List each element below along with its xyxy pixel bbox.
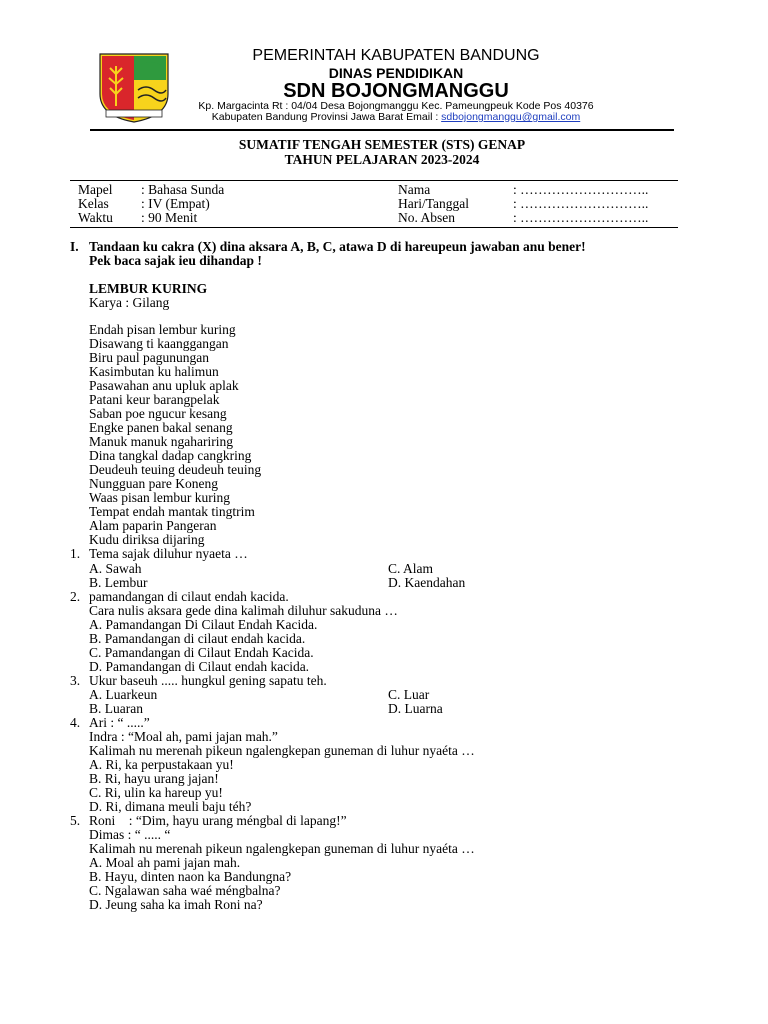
q3-option-d[interactable]: D. Luarna bbox=[388, 701, 443, 716]
question-5-dialog: Dimas : “ ..... “ bbox=[89, 827, 171, 842]
info-value-absen: : ……………………….. bbox=[513, 210, 649, 225]
q3-option-a[interactable]: A. Luarkeun bbox=[89, 687, 158, 702]
poem-line: Nungguan pare Koneng bbox=[89, 476, 218, 491]
info-label-absen: No. Absen bbox=[398, 210, 455, 225]
poem-line: Dina tangkal dadap cangkring bbox=[89, 448, 252, 463]
q2-option-d[interactable]: D. Pamandangan di Cilaut endah kacida. bbox=[89, 659, 310, 674]
question-3-text: Ukur baseuh ..... hungkul gening sapatu teh. bbox=[89, 673, 327, 688]
question-number: 5. bbox=[70, 813, 81, 828]
poem-line: Engke panen bakal senang bbox=[89, 420, 233, 435]
address-line-1: Kp. Margacinta Rt : 04/04 Desa Bojongmanggu Kec. Pameungpeuk Kode Pos 40376 bbox=[198, 100, 594, 112]
school-name: SDN BOJONGMANGGU bbox=[283, 80, 509, 102]
poem-line: Alam paparin Pangeran bbox=[89, 518, 217, 533]
department-name: DINAS PENDIDIKAN bbox=[328, 65, 464, 81]
exam-title: SUMATIF TENGAH SEMESTER (STS) GENAP bbox=[238, 137, 526, 152]
info-label-waktu: Waktu bbox=[78, 210, 113, 225]
q1-option-c[interactable]: C. Alam bbox=[388, 561, 434, 576]
q1-option-b[interactable]: B. Lembur bbox=[89, 575, 148, 590]
address-text: Kabupaten Bandung Provinsi Jawa Barat Email : bbox=[211, 111, 442, 123]
q5-option-a[interactable]: A. Moal ah pami jajan mah. bbox=[89, 855, 241, 870]
info-value-mapel: : Bahasa Sunda bbox=[141, 182, 225, 197]
poem-title: LEMBUR KURING bbox=[89, 281, 208, 296]
poem-line: Tempat endah mantak tingtrim bbox=[89, 504, 255, 519]
gov-name: PEMERINTAH KABUPATEN BANDUNG bbox=[252, 47, 540, 64]
info-bottom-line bbox=[70, 227, 678, 228]
poem-line: Deudeuh teuing deudeuh teuing bbox=[89, 462, 262, 477]
q4-option-b[interactable]: B. Ri, hayu urang jajan! bbox=[89, 771, 219, 786]
q2-option-a[interactable]: A. Pamandangan Di Cilaut Endah Kacida. bbox=[89, 617, 318, 632]
poem-author: Karya : Gilang bbox=[89, 295, 170, 310]
section-number: I. bbox=[70, 239, 79, 254]
info-label-nama: Nama bbox=[398, 182, 431, 197]
school-emblem-logo bbox=[96, 50, 172, 124]
q5-option-c[interactable]: C. Ngalawan saha waé méngbalna? bbox=[89, 883, 281, 898]
q5-option-b[interactable]: B. Hayu, dinten naon ka Bandungna? bbox=[89, 869, 292, 884]
q3-option-c[interactable]: C. Luar bbox=[388, 687, 430, 702]
q4-option-d[interactable]: D. Ri, dimana meuli baju téh? bbox=[89, 799, 252, 814]
question-number: 1. bbox=[70, 546, 81, 561]
q5-option-d[interactable]: D. Jeung saha ka imah Roni na? bbox=[89, 897, 263, 912]
poem-line: Waas pisan lembur kuring bbox=[89, 490, 231, 505]
q1-option-d[interactable]: D. Kaendahan bbox=[388, 575, 466, 590]
question-number: 3. bbox=[70, 673, 81, 688]
info-label-date: Hari/Tanggal bbox=[398, 196, 470, 211]
poem-line: Endah pisan lembur kuring bbox=[89, 322, 236, 337]
info-label-mapel: Mapel bbox=[78, 182, 113, 197]
poem-line: Biru paul pagunungan bbox=[89, 350, 209, 365]
address-line-2 bbox=[176, 111, 616, 123]
header-divider bbox=[90, 129, 674, 131]
question-5-prompt: Kalimah nu merenah pikeun ngalengkepan guneman di luhur nyaéta … bbox=[89, 841, 475, 856]
q2-option-c[interactable]: C. Pamandangan di Cilaut Endah Kacida. bbox=[89, 645, 314, 660]
question-4-prompt: Kalimah nu merenah pikeun ngalengkepan guneman di luhur nyaéta … bbox=[89, 743, 475, 758]
instruction-line-2: Pek baca sajak ieu dihandap ! bbox=[89, 253, 262, 268]
poem-line: Saban poe ngucur kesang bbox=[89, 406, 227, 421]
question-2-prompt: Cara nulis aksara gede dina kalimah diluhur sakuduna … bbox=[89, 603, 398, 618]
poem-line: Kasimbutan ku halimun bbox=[89, 364, 219, 379]
info-label-kelas: Kelas bbox=[78, 196, 109, 211]
q3-option-b[interactable]: B. Luaran bbox=[89, 701, 143, 716]
q4-option-c[interactable]: C. Ri, ulin ka hareup yu! bbox=[89, 785, 223, 800]
info-value-date: : ……………………….. bbox=[513, 196, 649, 211]
question-number: 4. bbox=[70, 715, 81, 730]
info-value-waktu: : 90 Menit bbox=[141, 210, 198, 225]
info-value-nama: : ……………………….. bbox=[513, 182, 649, 197]
question-2-text: pamandangan di cilaut endah kacida. bbox=[89, 589, 289, 604]
question-4-text: Ari : “ .....” bbox=[89, 715, 150, 730]
poem-line: Pasawahan anu upluk aplak bbox=[89, 378, 239, 393]
q2-option-b[interactable]: B. Pamandangan di cilaut endah kacida. bbox=[89, 631, 306, 646]
instruction-line-1: Tandaan ku cakra (X) dina aksara A, B, C, atawa D di hareupeun jawaban anu bener! bbox=[89, 239, 586, 254]
email-link[interactable]: sdbojongmanggu@gmail.com bbox=[441, 111, 581, 123]
q4-option-a[interactable]: A. Ri, ka perpustakaan yu! bbox=[89, 757, 234, 772]
poem-line: Kudu diriksa dijaring bbox=[89, 532, 205, 547]
info-value-kelas: : IV (Empat) bbox=[141, 196, 210, 211]
info-top-line bbox=[70, 180, 678, 181]
poem-line: Disawang ti kaanggangan bbox=[89, 336, 229, 351]
question-5-text: Roni : “Dim, hayu urang méngbal di lapang!” bbox=[89, 813, 347, 828]
question-number: 2. bbox=[70, 589, 81, 604]
question-1-text: Tema sajak diluhur nyaeta … bbox=[89, 546, 248, 561]
poem-line: Manuk manuk ngahariring bbox=[89, 434, 233, 449]
q1-option-a[interactable]: A. Sawah bbox=[89, 561, 142, 576]
question-4-dialog: Indra : “Moal ah, pami jajan mah.” bbox=[89, 729, 278, 744]
academic-year: TAHUN PELAJARAN 2023-2024 bbox=[284, 152, 480, 167]
poem-line: Patani keur barangpelak bbox=[89, 392, 220, 407]
